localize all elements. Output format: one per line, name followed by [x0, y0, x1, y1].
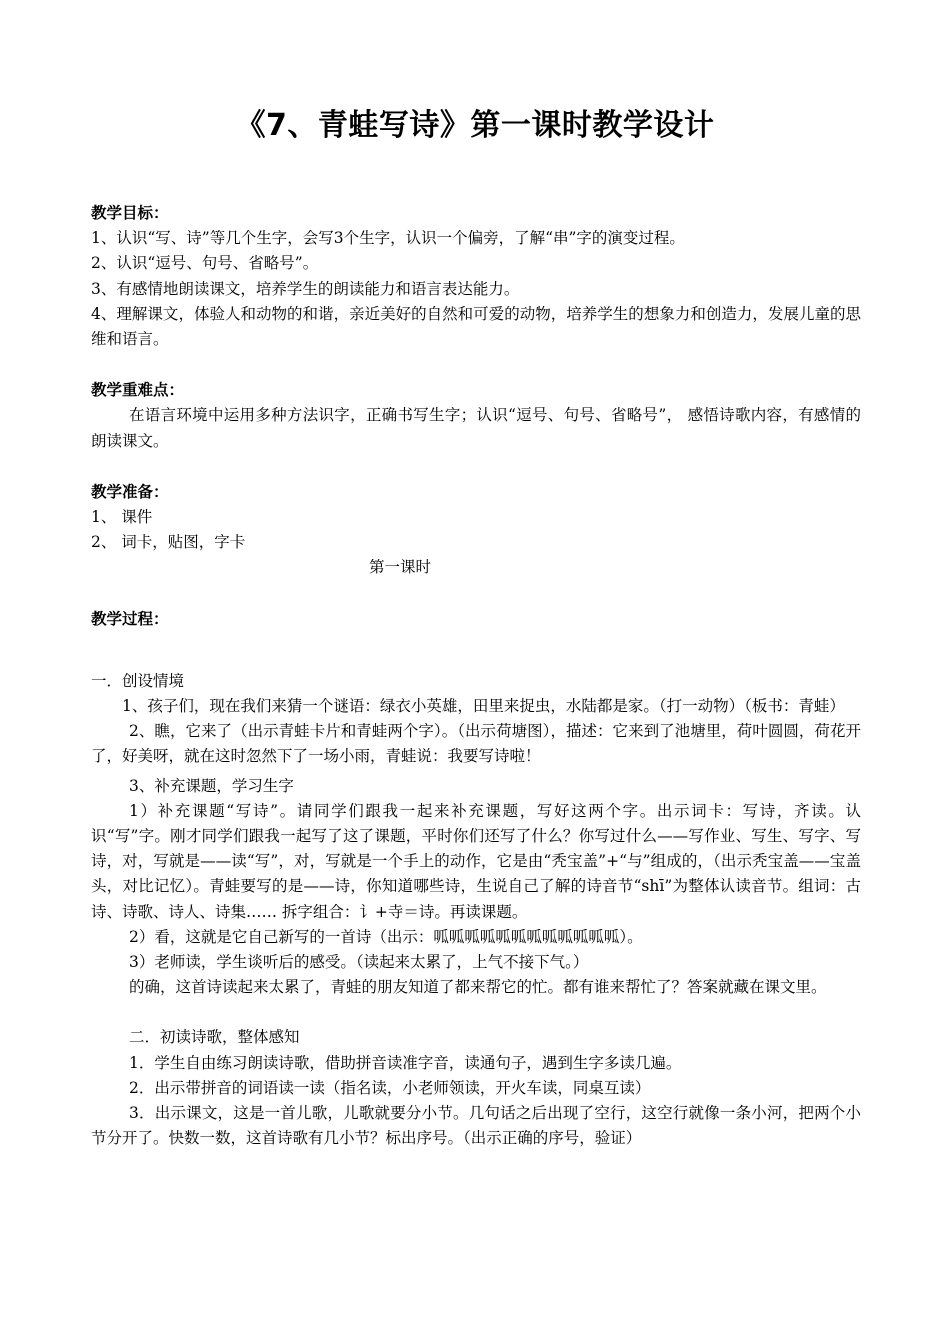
process-heading: 教学过程： — [91, 609, 169, 628]
key-points-heading: 教学重难点： — [91, 381, 185, 400]
prep-heading: 教学准备： — [91, 482, 169, 501]
prep-item: 2、 词卡，贴图，字卡 — [91, 533, 246, 552]
document-title: 《7、青蛙写诗》第一课时教学设计 — [235, 108, 715, 143]
section2-paragraph: 2．出示带拼音的词语读一读（指名读，小老师领读，开火车读，同桌互读） — [129, 1078, 651, 1097]
lesson-label: 第一课时 — [369, 558, 432, 577]
section2-title: 二．初读诗歌，整体感知 — [129, 1028, 300, 1047]
goal-item: 1、认识“写、诗”等几个生字，会写3个生字，认识一个偏旁，了解“串”字的演变过程。 — [91, 229, 685, 248]
section1-paragraph: 1）补充课题“写诗”。请同学们跟我一起来补充课题，写好这两个字。出示词卡：写诗，齐读。认识“写”字。刚才同学们跟我一起写了这了课题，平时你们还写了什么？你写过什么——写作业、写生、写字、写诗，对，写就是——读“写”，对，写就是一个手上的动作，它是由“秃宝盖”+“与”组成的，（出示秃宝盖——宝盖头，对比记忆）。青蛙要写的是——诗，你知道哪些诗，生说自己了解的诗音节“shī”为整体认读音节。组词：古诗、诗歌、诗人、诗集…… 拆字组合：讠+寺＝诗。再读课题。 — [91, 801, 861, 921]
document-body — [91, 201, 861, 1152]
goals-heading: 教学目标： — [91, 204, 169, 222]
section1-paragraph: 1、孩子们，现在我们来猜一个谜语：绿衣小英雄，田里来捉虫，水陆都是家。（打一动物）（板书：青蛙） — [122, 697, 845, 716]
goal-item: 4、理解课文，体验人和动物的和谐，亲近美好的自然和可爱的动物，培养学生的想象力和创造力，发展儿童的思维和语言。 — [91, 304, 861, 349]
section1-paragraph: 2、瞧，它来了（出示青蛙卡片和青蛙两个字）。（出示荷塘图），描述：它来到了池塘里，荷叶圆圆，荷花开了，好美呀，就在这时忽然下了一场小雨，青蛙说：我要写诗啦！ — [91, 722, 861, 766]
section2-paragraph: 1．学生自由练习朗读诗歌，借助拼音读准字音，读通句子，遇到生字多读几遍。 — [129, 1053, 682, 1072]
goal-item: 3、有感情地朗读课文，培养学生的朗读能力和语言表达能力。 — [91, 279, 520, 298]
section1-paragraph: 3、补充课题，学习生字 — [129, 776, 294, 795]
section1-paragraph: 2）看，这就是它自己新写的一首诗（出示：呱呱呱呱呱呱呱呱呱呱呱呱）。 — [129, 927, 643, 946]
key-points-text: 在语言环境中运用多种方法识字，正确书写生字；认识“逗号、句号、省略号”， 感悟诗歌内容，有感情的朗读课文。 — [91, 406, 861, 450]
section1-title: 一．创设情境 — [91, 671, 185, 690]
section2-paragraph: 3．出示课文，这是一首儿歌，儿歌就要分小节。几句话之后出现了空行，这空行就像一条小河，把两个小节分开了。快数一数，这首诗歌有几小节？标出序号。（出示正确的序号，验证） — [91, 1104, 861, 1148]
goal-item: 2、认识“逗号、句号、省略号”。 — [91, 254, 319, 273]
section1-paragraph: 的确，这首诗读起来太累了，青蛙的朋友知道了都来帮它的忙。都有谁来帮忙了？答案就藏在课文里。 — [129, 978, 827, 997]
section1-paragraph: 3）老师读，学生谈听后的感受。（读起来太累了，上气不接下气。） — [129, 953, 589, 972]
prep-item: 1、 课件 — [91, 508, 153, 527]
